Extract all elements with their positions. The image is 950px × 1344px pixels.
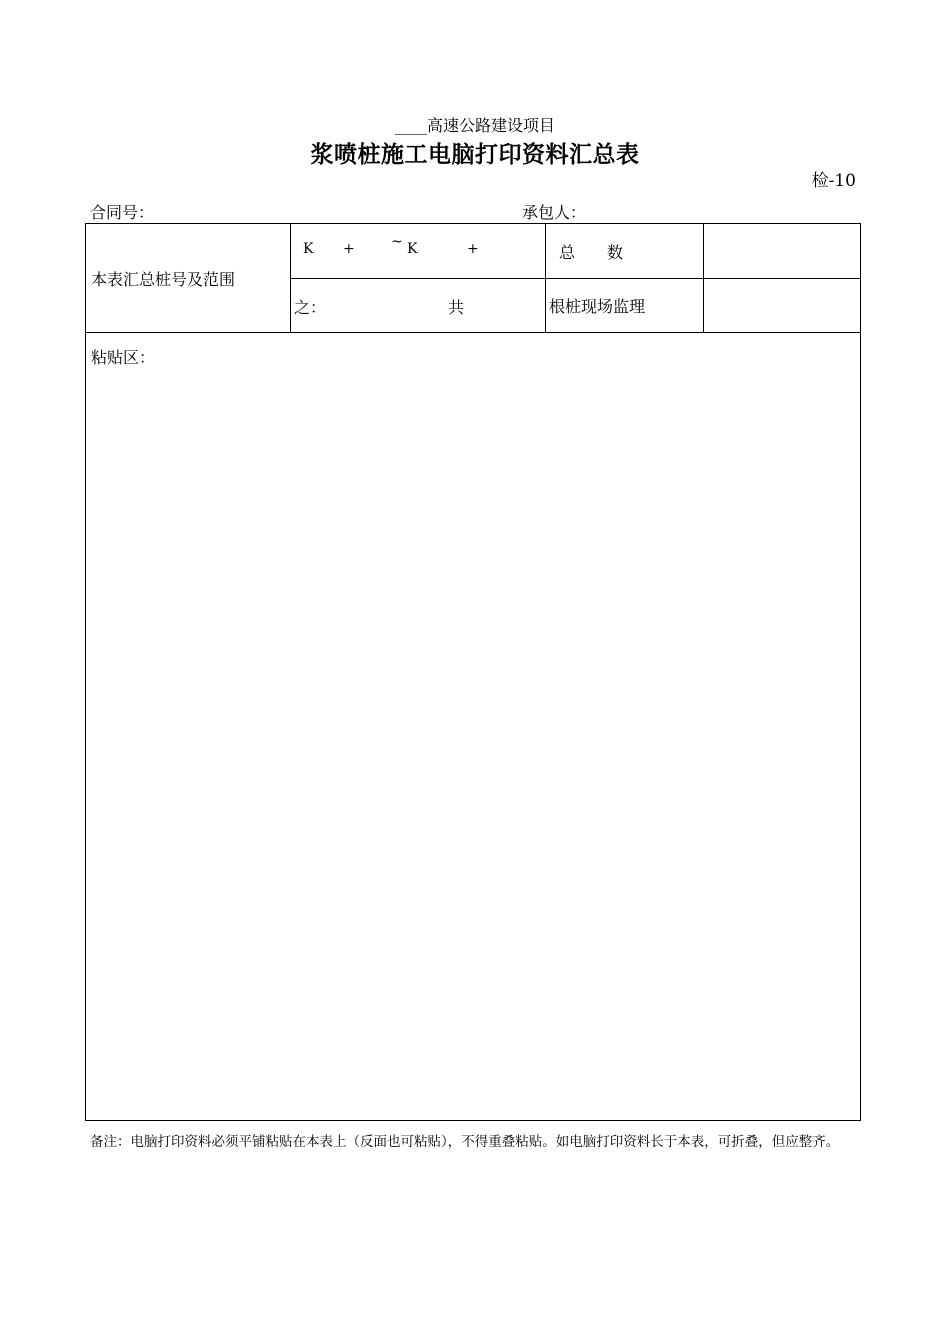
total-value-cell[interactable] bbox=[704, 224, 861, 279]
pile-supervision-label-cell bbox=[546, 279, 704, 333]
range-plus-start: + bbox=[343, 241, 355, 257]
range-label-cell bbox=[86, 224, 291, 333]
range-k-end: K bbox=[407, 241, 418, 257]
contractor-label: 承包人： bbox=[522, 203, 587, 222]
count-cell[interactable] bbox=[291, 279, 546, 333]
between-label: 之： bbox=[294, 298, 327, 317]
total-label: 总 数 bbox=[559, 242, 624, 262]
contract-number-label: 合同号： bbox=[90, 203, 155, 222]
total-count-label: 共 bbox=[448, 298, 465, 317]
paste-area-label: 粘贴区： bbox=[91, 348, 156, 367]
range-k-start: K bbox=[303, 241, 314, 257]
footer-note: 备注：电脑打印资料必须平铺粘贴在本表上（反面也可粘贴），不得重叠粘贴。如电脑打印资料长于本表，可折叠，但应整齐。 bbox=[90, 1134, 840, 1150]
range-cell[interactable] bbox=[291, 224, 546, 279]
range-plus-end: + bbox=[467, 241, 479, 257]
project-line: ____高速公路建设项目 bbox=[394, 116, 555, 135]
summary-table bbox=[85, 223, 861, 1121]
form-number: 检-10 bbox=[811, 171, 856, 191]
page-title: 浆喷桩施工电脑打印资料汇总表 bbox=[310, 141, 640, 168]
total-label-cell bbox=[546, 224, 704, 279]
supervision-value-cell[interactable] bbox=[704, 279, 861, 333]
range-label: 本表汇总桩号及范围 bbox=[91, 269, 236, 289]
range-tilde: ~ bbox=[391, 234, 403, 250]
paste-area[interactable] bbox=[86, 333, 861, 1121]
pile-supervision-label: 根桩现场监理 bbox=[549, 297, 646, 316]
